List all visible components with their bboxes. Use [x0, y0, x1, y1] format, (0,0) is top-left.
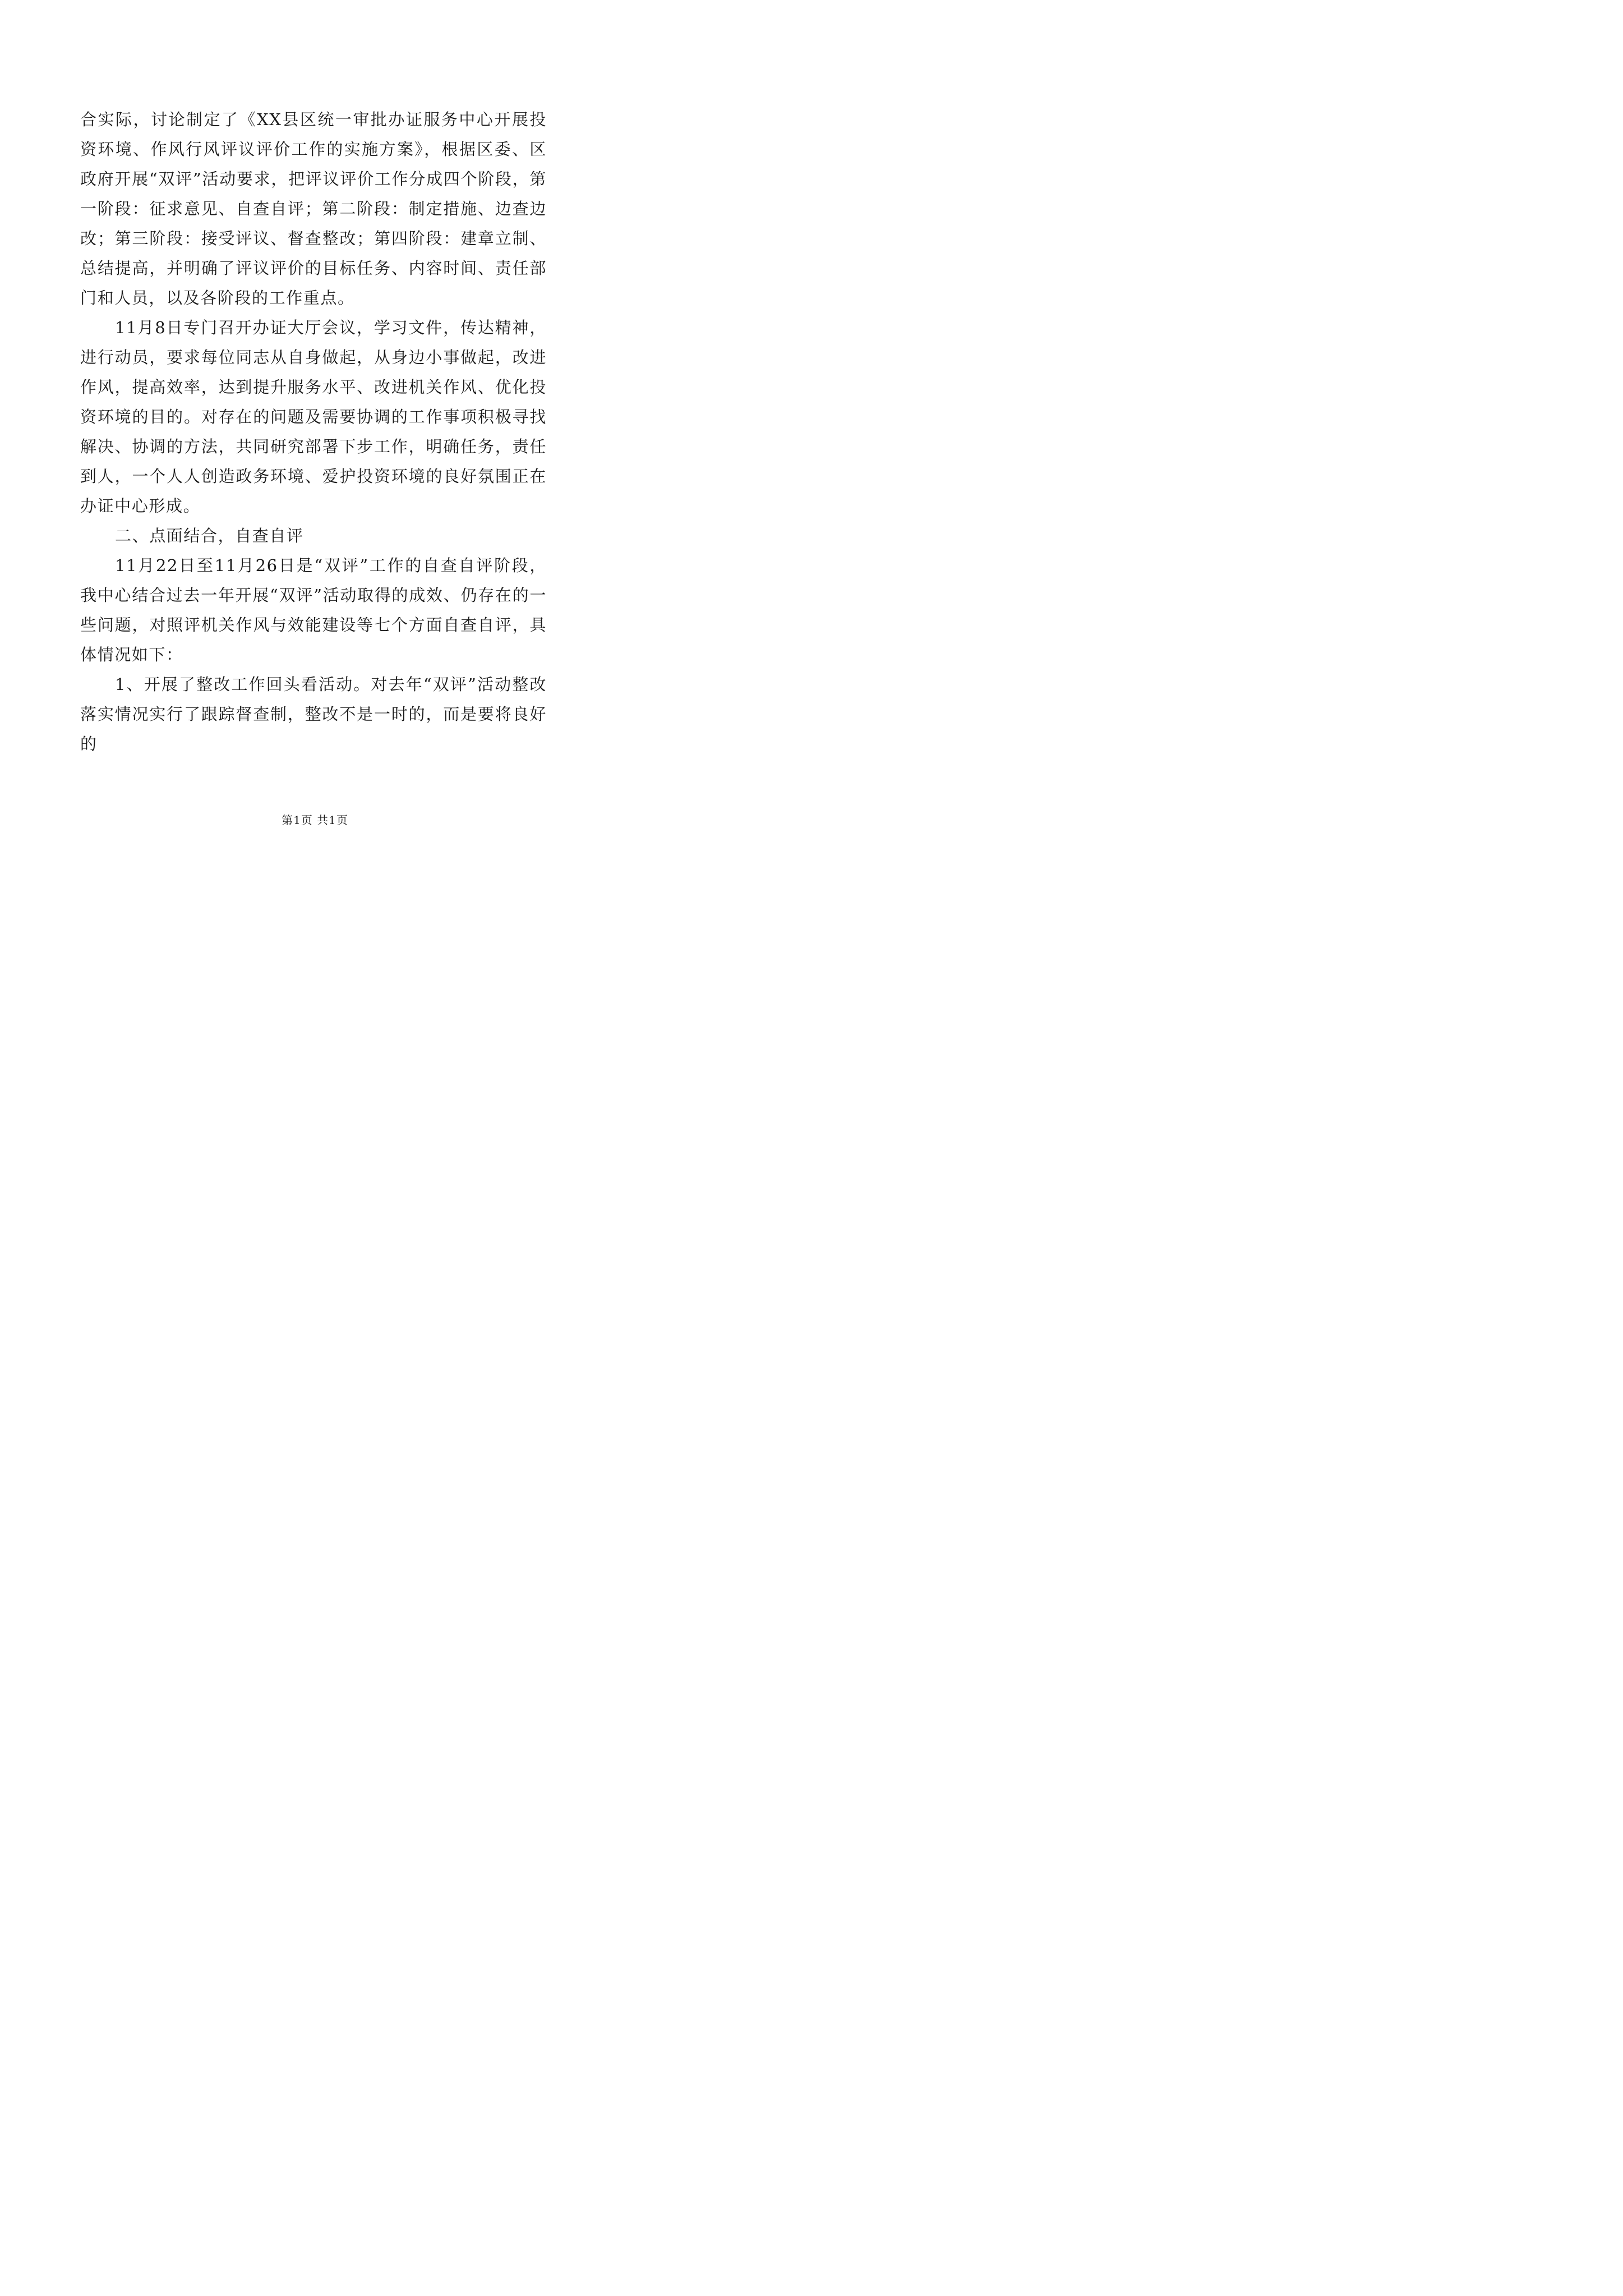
paragraph-3: 11月22日至11月26日是“双评”工作的自查自评阶段，我中心结合过去一年开展“双评”活动取得的成效、仍存在的一些问题，对照评机关作风与效能建设等七个方面自查自评，具体情况如下：	[80, 556, 547, 664]
document-body	[80, 105, 547, 759]
section-heading: 二、点面结合，自查自评	[115, 526, 304, 545]
page-number: 第1页 共1页	[282, 813, 348, 827]
paragraph-2: 11月8日专门召开办证大厅会议，学习文件，传达精神，进行动员，要求每位同志从自身做起，从身边小事做起，改进作风，提高效率，达到提升服务水平、改进机关作风、优化投资环境的目的。对存在的问题及需要协调的工作事项积极寻找解决、协调的方法，共同研究部署下步工作，明确任务，责任到人，一个人人创造政务环境、爱护投资环境的良好氛围正在办证中心形成。	[80, 318, 547, 516]
page-footer	[0, 813, 630, 827]
paragraph-4: 1、开展了整改工作回头看活动。对去年“双评”活动整改落实情况实行了跟踪督查制，整改不是一时的，而是要将良好的	[80, 675, 547, 753]
paragraph-1: 合实际，讨论制定了《XX县区统一审批办证服务中心开展投资环境、作风行风评议评价工作的实施方案》，根据区委、区政府开展“双评”活动要求，把评议评价工作分成四个阶段，第一阶段：征求意见、自查自评；第二阶段：制定措施、边查边改；第三阶段：接受评议、督查整改；第四阶段：建章立制、总结提高，并明确了评议评价的目标任务、内容时间、责任部门和人员，以及各阶段的工作重点。	[80, 110, 547, 307]
document-page	[0, 0, 630, 890]
